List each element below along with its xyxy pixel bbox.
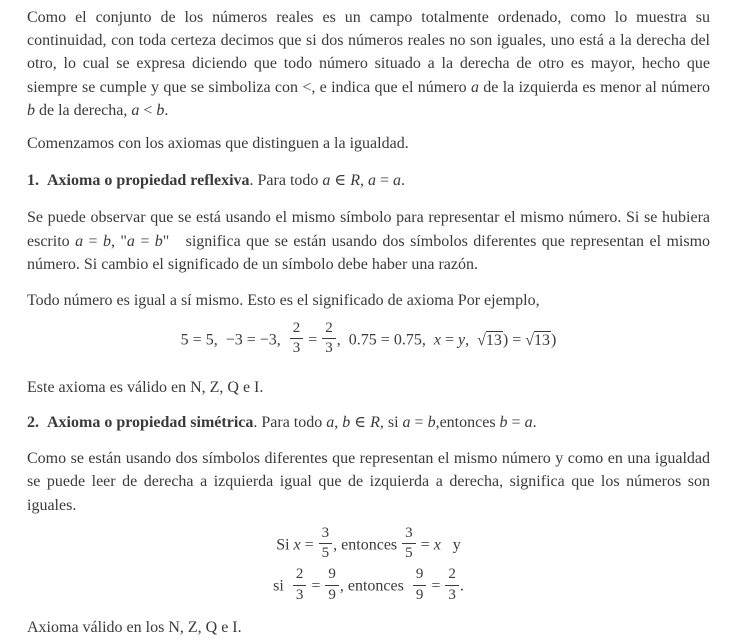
square-root: √13 [525,331,550,349]
fraction: $\frac{3}{5}$ [402,525,416,563]
fraction: $\frac{2}{3}$ [290,320,304,358]
fraction: $\frac{2}{3}$ [322,320,336,358]
paragraph-intro: Como el conjunto de los números reales es un campo totalmente ordenado, como lo muestra su continuidad, con toda certeza decimos que si dos números reales no son iguales, uno está a la derecha del otro, lo cual se expresa diciendo que todo número situado a la derecha de otro es mayor, hecho que siempre se cumple y que se simboliza con <, e indica que el número a de la izquierda es menor al número b de la derecha, a < b. [27,9,710,119]
fraction: $\frac{2}{3}$ [293,566,307,604]
math-reflexive-examples: 5 = 5, −3 = −3, $\frac{2}{3}$ = $\frac{2}{3}$ , 0.75 = 0.75, x = y, √13) = √13) [180,320,557,357]
paragraph-comenzamos: Comenzamos con los axiomas que distinguen a la igualdad. [27,135,409,153]
fraction: $\frac{9}{9}$ [325,566,339,604]
paragraph-este-axioma: Este axioma es válido en N, Z, Q e I. [27,378,264,396]
math-symmetric-line-2: si $\frac{2}{3}$ = $\frac{9}{9}$ , entonces $\frac{9}{9}$ = $\frac{2}{3}$ . [273,566,464,603]
axiom-2-heading: 2. Axioma o propiedad simétrica. Para todo a, b ∈ R, si a = b,entonces b = a. [27,413,537,431]
paragraph-todo-numero: Todo número es igual a sí mismo. Esto es el significado de axioma Por ejemplo, [27,292,540,310]
paragraph-axioma-valido: Axioma válido en los N, Z, Q e I. [27,618,242,636]
math-symmetric-line-1: Si x = $\frac{3}{5}$ , entonces $\frac{3}{5}$ = x y [276,524,461,561]
axiom-1-heading: 1. Axioma o propiedad reflexiva. Para todo a ∈ R, a = a. [27,172,406,190]
square-root: √13 [477,331,502,349]
fraction: $\frac{9}{9}$ [413,566,427,604]
fraction: $\frac{2}{3}$ [445,566,459,604]
paragraph-como-se-estan: Como se están usando dos símbolos diferentes que representan el mismo número y como en una igualdad se puede leer de derecha a izquierda igual que de izquierda a derecha, significa que los números son iguales. [27,450,710,514]
paragraph-observar: Se puede observar que se está usando el mismo símbolo para representar el mismo número. Si se hubiera escrito a = b, "a = b" significa que se están usando dos símbolos diferentes que representan el mismo número. Si cambio el significado de un símbolo debe haber una razón. [27,209,711,273]
fraction: $\frac{3}{5}$ [319,525,333,563]
